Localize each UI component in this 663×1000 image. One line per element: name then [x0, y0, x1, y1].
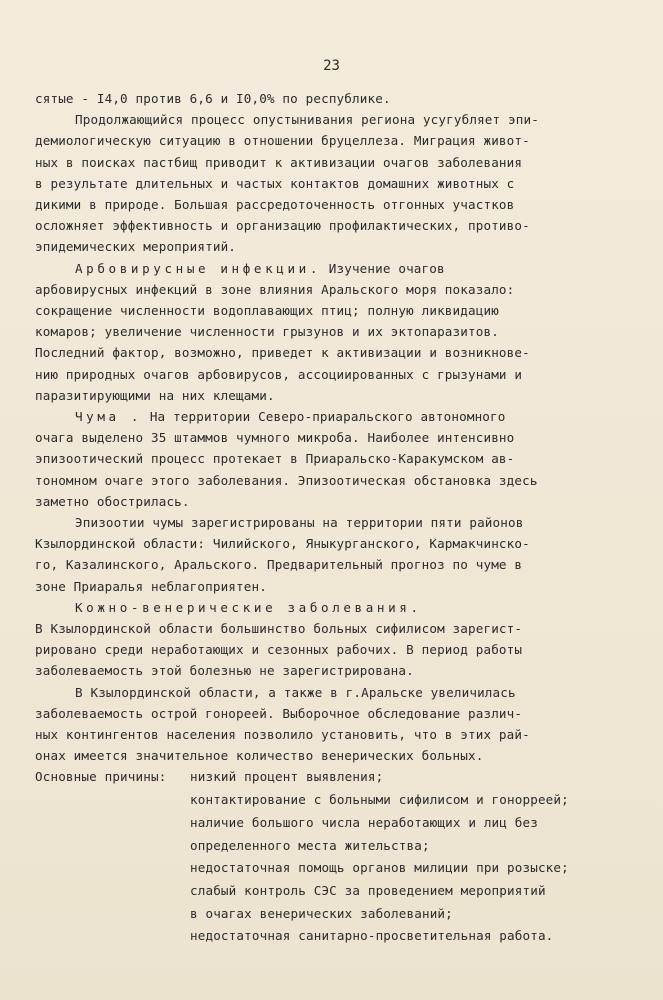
cause-item: в очагах венерических заболеваний; [190, 905, 453, 921]
line-text: тономном очаге этого заболевания. Эпизоотическая обстановка здесь [35, 472, 538, 488]
line-text: арбовирусных инфекций в зоне влияния Аральского моря показало: [35, 281, 515, 297]
text-line [35, 533, 530, 554]
text-line [35, 427, 514, 448]
text-line [75, 109, 539, 130]
line-text: На территории Северо-приаральского автономного [142, 409, 506, 424]
text-line [35, 88, 391, 109]
cause-item: недостаточная помощь органов милиции при розыске; [190, 860, 569, 876]
line-text: сокращение численности водоплавающих птиц; полную ликвидацию [35, 303, 499, 318]
text-line [35, 724, 530, 745]
line-text: эпидемических мероприятий. [35, 239, 237, 255]
cause-item: слабый контроль СЭС за проведением мероприятий [190, 882, 546, 898]
cause-item: определенного места жительства; [190, 837, 430, 853]
line-text: го, Казалинского, Аральского. Предварительный прогноз по чуме в [35, 557, 523, 573]
line-text: зоне Приаралья неблагоприятен. [35, 578, 267, 594]
line-text: Продолжающийся процесс опустынивания региона усугубляет эпи- [75, 112, 539, 128]
line-text: нию природных очагов арбовирусов, ассоциированных с грызунами и [35, 366, 523, 382]
section-heading: Чума . [75, 409, 143, 424]
text-line [35, 491, 190, 512]
line-text: заболеваемость острой гонореей. Выборочное обследование различ- [35, 705, 523, 721]
text-line [35, 660, 414, 681]
line-text: осложняет эффективность и организацию профилактических, противо- [35, 218, 530, 234]
text-line [75, 597, 422, 618]
line-text: в результате длительных и частых контактов домашних животных с [35, 175, 515, 191]
text-line [35, 342, 530, 363]
text-line [75, 512, 523, 533]
page-number: 23 [323, 58, 340, 74]
text-line [35, 364, 522, 385]
line-text: рировано среди неработающих и сезонных рабочих. В период работы [35, 642, 523, 658]
text-line [35, 236, 236, 257]
text-line [35, 576, 267, 597]
text-line [35, 448, 514, 469]
cause-item: низкий процент выявления; [190, 769, 384, 785]
text-line [35, 703, 522, 724]
text-line [35, 279, 514, 300]
cause-item: недостаточная санитарно-просветительная работа. [190, 928, 554, 944]
line-text: комаров; увеличение численности грызунов и их эктопаразитов. [35, 324, 499, 340]
text-line [35, 300, 499, 321]
line-text: дикими в природе. Большая рассредоточенность отгонных участков [35, 197, 515, 212]
section-heading: Арбовирусные инфекции. [75, 260, 322, 276]
line-text: очага выделено 35 штаммов чумного микроба. Наиболее интенсивно [35, 430, 515, 446]
line-text: Эпизоотии чумы зарегистрированы на территории пяти районов [75, 515, 524, 530]
cause-item: контактирование с больными сифилисом и гонорреей; [190, 792, 569, 808]
line-text: эпизоотический процесс протекает в Приаральско-Каракумском ав- [35, 451, 515, 467]
line-text: ных контингентов населения позволило установить, что в этих рай- [35, 727, 530, 742]
text-line [35, 194, 514, 215]
text-line [35, 554, 522, 575]
line-text: В Кзылординской области большинство больных сифилисом зарегист- [35, 621, 523, 636]
section-heading: Кожно-венерические заболевания. [75, 599, 422, 615]
text-line [35, 215, 530, 236]
line-text: демиологическую ситуацию в отношении бруцеллеза. Миграция живот- [35, 133, 530, 149]
line-text: Последний фактор, возможно, приведет к активизации и возникнове- [35, 345, 530, 361]
line-text: Кзылординской области: Чилийского, Яныкурганского, Кармакчинско- [35, 536, 530, 552]
line-text: паразитирующими на них клещами. [35, 387, 275, 403]
text-line [75, 682, 516, 703]
text-line [35, 470, 538, 491]
text-line [35, 152, 522, 173]
text-line [35, 385, 275, 406]
line-text: заметно обострилась. [35, 493, 190, 509]
line-text: ных в поисках пастбищ приводит к активизации очагов заболевания [35, 154, 523, 170]
text-line [35, 130, 530, 151]
line-text: Изучение очагов [321, 260, 445, 276]
text-line [35, 745, 483, 766]
line-text: сятые - I4,0 против 6,6 и I0,0% по республике. [35, 91, 391, 106]
text-line [75, 406, 506, 427]
causes-label: Основные причины: [35, 769, 167, 785]
cause-item: наличие большого числа неработающих и лиц без [190, 814, 538, 830]
line-text: заболеваемость этой болезнью не зарегистрирована. [35, 663, 414, 679]
line-text: онах имеется значительное количество венерических больных. [35, 748, 484, 764]
text-line [75, 258, 445, 279]
text-line [35, 618, 522, 639]
text-line [35, 639, 522, 660]
text-line [35, 321, 499, 342]
text-line [35, 173, 514, 194]
line-text: В Кзылординской области, а также в г.Аральске увеличилась [75, 684, 516, 700]
